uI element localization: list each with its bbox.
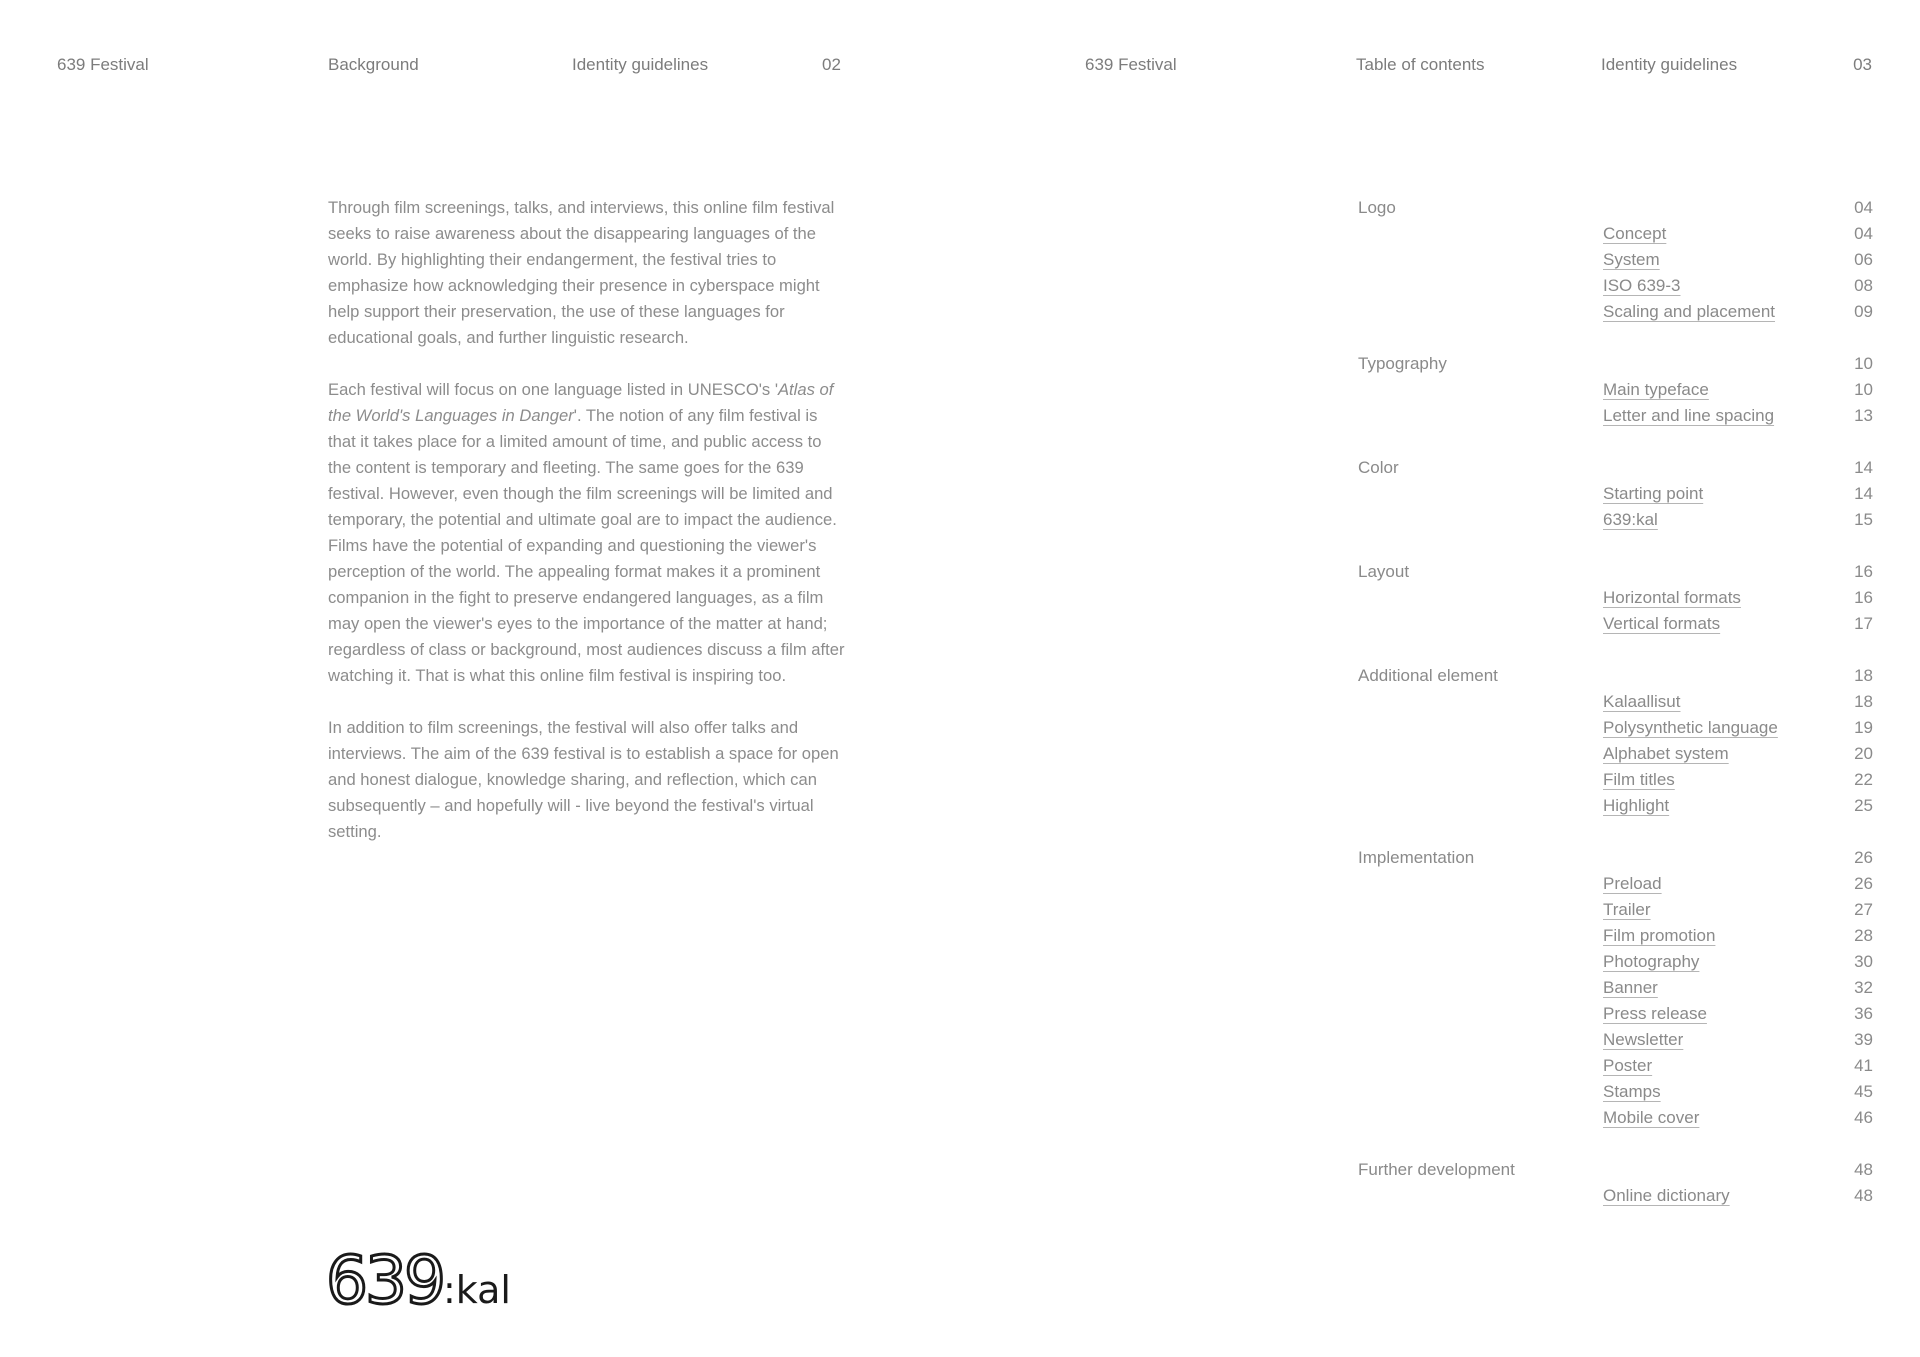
toc-item: [1358, 273, 1873, 299]
toc-section-header: [1358, 559, 1873, 585]
toc-item-link[interactable]: Banner: [1603, 978, 1658, 997]
toc-item-link[interactable]: Main typeface: [1603, 380, 1709, 399]
toc-item: [1358, 767, 1873, 793]
toc-item-page: 16: [1854, 588, 1873, 607]
toc-item: [1358, 741, 1873, 767]
toc-item: [1358, 689, 1873, 715]
festival-logo: [326, 1242, 511, 1323]
toc-item-page: 41: [1854, 1056, 1873, 1075]
atlas-title: Atlas of the World's Languages in Danger: [328, 380, 834, 425]
toc-item: [1358, 1105, 1873, 1131]
toc-item-link[interactable]: Stamps: [1603, 1082, 1661, 1101]
toc-item-page: 15: [1854, 510, 1873, 529]
toc-item: [1358, 377, 1873, 403]
toc-item-link[interactable]: Starting point: [1603, 484, 1704, 503]
toc-section: [1358, 351, 1873, 429]
paragraph-2-start: Each festival will focus on one language listed in UNESCO's ': [328, 380, 778, 399]
toc-section: [1358, 559, 1873, 637]
toc-section-header: [1358, 455, 1873, 481]
toc-item-page: 30: [1854, 952, 1873, 971]
toc-section-title: Logo: [1358, 198, 1396, 217]
toc-item-page: 06: [1854, 250, 1873, 269]
toc-item-page: 09: [1854, 302, 1873, 321]
toc-item-link[interactable]: Online dictionary: [1603, 1186, 1730, 1205]
toc-item-link[interactable]: Trailer: [1603, 900, 1651, 919]
toc-item: [1358, 871, 1873, 897]
toc-section-page: 04: [1854, 198, 1873, 217]
background-paragraph-3: In addition to film screenings, the festival will also offer talks and interviews. The aim of the 639 festival is to establish a space for open and honest dialogue, knowledge sharing, and reflection, which can subsequently – and hopefully will - live beyond the festival's virtual setting.: [328, 718, 839, 841]
left-header-doc: Identity guidelines: [572, 55, 709, 74]
paragraph-2-end: '. The notion of any film festival is that it takes place for a limited amount of time, and public access to the content is temporary and fleeting. The same goes for the 639 festival. However, even though the film screenings will be limited and temporary, the potential and ultimate goal are to impact the audience. Films have the potential of expanding and questioning the viewer's perception of the world. The appealing format makes it a prominent companion in the fight to preserve endangered languages, as a film may open the viewer's eyes to the importance of the matter at hand; regardless of class or background, most audiences discuss a film after watching it. That is what this online film festival is inspiring too.: [328, 406, 845, 685]
toc-section: [1358, 195, 1873, 325]
toc-item-page: 28: [1854, 926, 1873, 945]
toc-item: [1358, 585, 1873, 611]
toc-item-link[interactable]: Newsletter: [1603, 1030, 1684, 1049]
toc-item: [1358, 897, 1873, 923]
toc-section-title: Further development: [1358, 1160, 1515, 1179]
toc-item-link[interactable]: Poster: [1603, 1056, 1653, 1075]
toc-item-link[interactable]: ISO 639-3: [1603, 276, 1681, 295]
right-header-doc: Identity guidelines: [1601, 55, 1738, 74]
background-paragraph-2: [328, 377, 848, 689]
logo-number: 639: [326, 1242, 443, 1319]
right-header-page-number: 03: [1853, 55, 1872, 74]
toc-section-header: [1358, 845, 1873, 871]
toc-item: [1358, 1053, 1873, 1079]
toc-item: [1358, 221, 1873, 247]
toc-item-link[interactable]: Vertical formats: [1603, 614, 1721, 633]
toc-item-page: 46: [1854, 1108, 1873, 1127]
toc-item-page: 32: [1854, 978, 1873, 997]
toc-item-page: 14: [1854, 484, 1873, 503]
toc-item: [1358, 299, 1873, 325]
toc-item-page: 04: [1854, 224, 1873, 243]
toc-item-page: 45: [1854, 1082, 1873, 1101]
toc-section: [1358, 1157, 1873, 1209]
toc-section-header: [1358, 1157, 1873, 1183]
toc-item: [1358, 1079, 1873, 1105]
toc-section-header: [1358, 351, 1873, 377]
toc-item-page: 39: [1854, 1030, 1873, 1049]
toc-item-page: 10: [1854, 380, 1873, 399]
toc-item: [1358, 507, 1873, 533]
toc-item-link[interactable]: Preload: [1603, 874, 1662, 893]
toc-item-link[interactable]: Film promotion: [1603, 926, 1716, 945]
toc-item-link[interactable]: Letter and line spacing: [1603, 406, 1775, 425]
toc-item-page: 36: [1854, 1004, 1873, 1023]
toc-section: [1358, 663, 1873, 819]
right-header-festival: 639 Festival: [1085, 55, 1177, 74]
toc-section-header: [1358, 195, 1873, 221]
toc-item-link[interactable]: 639:kal: [1603, 510, 1658, 529]
toc-item: [1358, 1001, 1873, 1027]
toc-item-page: 17: [1854, 614, 1873, 633]
toc-item-page: 08: [1854, 276, 1873, 295]
left-header-section: Background: [328, 55, 419, 74]
left-header-festival: 639 Festival: [57, 55, 149, 74]
background-text: [328, 195, 848, 871]
toc-section-header: [1358, 663, 1873, 689]
toc-item-page: 27: [1854, 900, 1873, 919]
toc-item-link[interactable]: Kalaallisut: [1603, 692, 1681, 711]
logo-suffix: :kal: [442, 1268, 511, 1312]
toc-section: [1358, 845, 1873, 1131]
toc-section-page: 10: [1854, 354, 1873, 373]
toc-item: [1358, 247, 1873, 273]
toc-section-title: Color: [1358, 458, 1399, 477]
toc-item-page: 25: [1854, 796, 1873, 815]
toc-item-link[interactable]: Horizontal formats: [1603, 588, 1741, 607]
toc-item-page: 26: [1854, 874, 1873, 893]
toc-item: [1358, 403, 1873, 429]
toc-item: [1358, 1183, 1873, 1209]
toc-item: [1358, 975, 1873, 1001]
toc-item: [1358, 611, 1873, 637]
toc-section-title: Typography: [1358, 354, 1447, 373]
toc-item: [1358, 481, 1873, 507]
toc-item: [1358, 923, 1873, 949]
toc-item-page: 22: [1854, 770, 1873, 789]
toc-item-page: 20: [1854, 744, 1873, 763]
toc-item-page: 19: [1854, 718, 1873, 737]
table-of-contents: [1358, 195, 1873, 1235]
toc-item-link[interactable]: Highlight: [1603, 796, 1670, 815]
toc-section: [1358, 455, 1873, 533]
toc-item-link[interactable]: Concept: [1603, 224, 1667, 243]
toc-section-page: 48: [1854, 1160, 1873, 1179]
toc-item-page: 13: [1854, 406, 1873, 425]
toc-item-link[interactable]: Mobile cover: [1603, 1108, 1700, 1127]
toc-item-link[interactable]: Press release: [1603, 1004, 1707, 1023]
toc-section-title: Additional element: [1358, 666, 1498, 685]
toc-section-title: Layout: [1358, 562, 1410, 581]
toc-item: [1358, 793, 1873, 819]
toc-item: [1358, 1027, 1873, 1053]
toc-section-page: 18: [1854, 666, 1873, 685]
right-header-section: Table of contents: [1356, 55, 1485, 74]
toc-section-title: Implementation: [1358, 848, 1475, 867]
toc-item-link[interactable]: System: [1603, 250, 1660, 269]
toc-item: [1358, 715, 1873, 741]
background-paragraph-1: Through film screenings, talks, and interviews, this online film festival seeks to raise awareness about the disappearing languages of the world. By highlighting their endangerment, the festival tries to emphasize how acknowledging their presence in cyberspace might help support their preservation, the use of these languages for educational goals, and further linguistic research.: [328, 198, 835, 347]
toc-section-page: 26: [1854, 848, 1873, 867]
toc-item: [1358, 949, 1873, 975]
toc-item-page: 48: [1854, 1186, 1873, 1205]
toc-item-link[interactable]: Film titles: [1603, 770, 1675, 789]
left-header-page-number: 02: [822, 55, 841, 74]
toc-item-page: 18: [1854, 692, 1873, 711]
toc-section-page: 14: [1854, 458, 1873, 477]
toc-section-page: 16: [1854, 562, 1873, 581]
toc-item-link[interactable]: Alphabet system: [1603, 744, 1729, 763]
toc-item-link[interactable]: Photography: [1603, 952, 1700, 971]
toc-item-link[interactable]: Scaling and placement: [1603, 302, 1776, 321]
toc-item-link[interactable]: Polysynthetic language: [1603, 718, 1778, 737]
